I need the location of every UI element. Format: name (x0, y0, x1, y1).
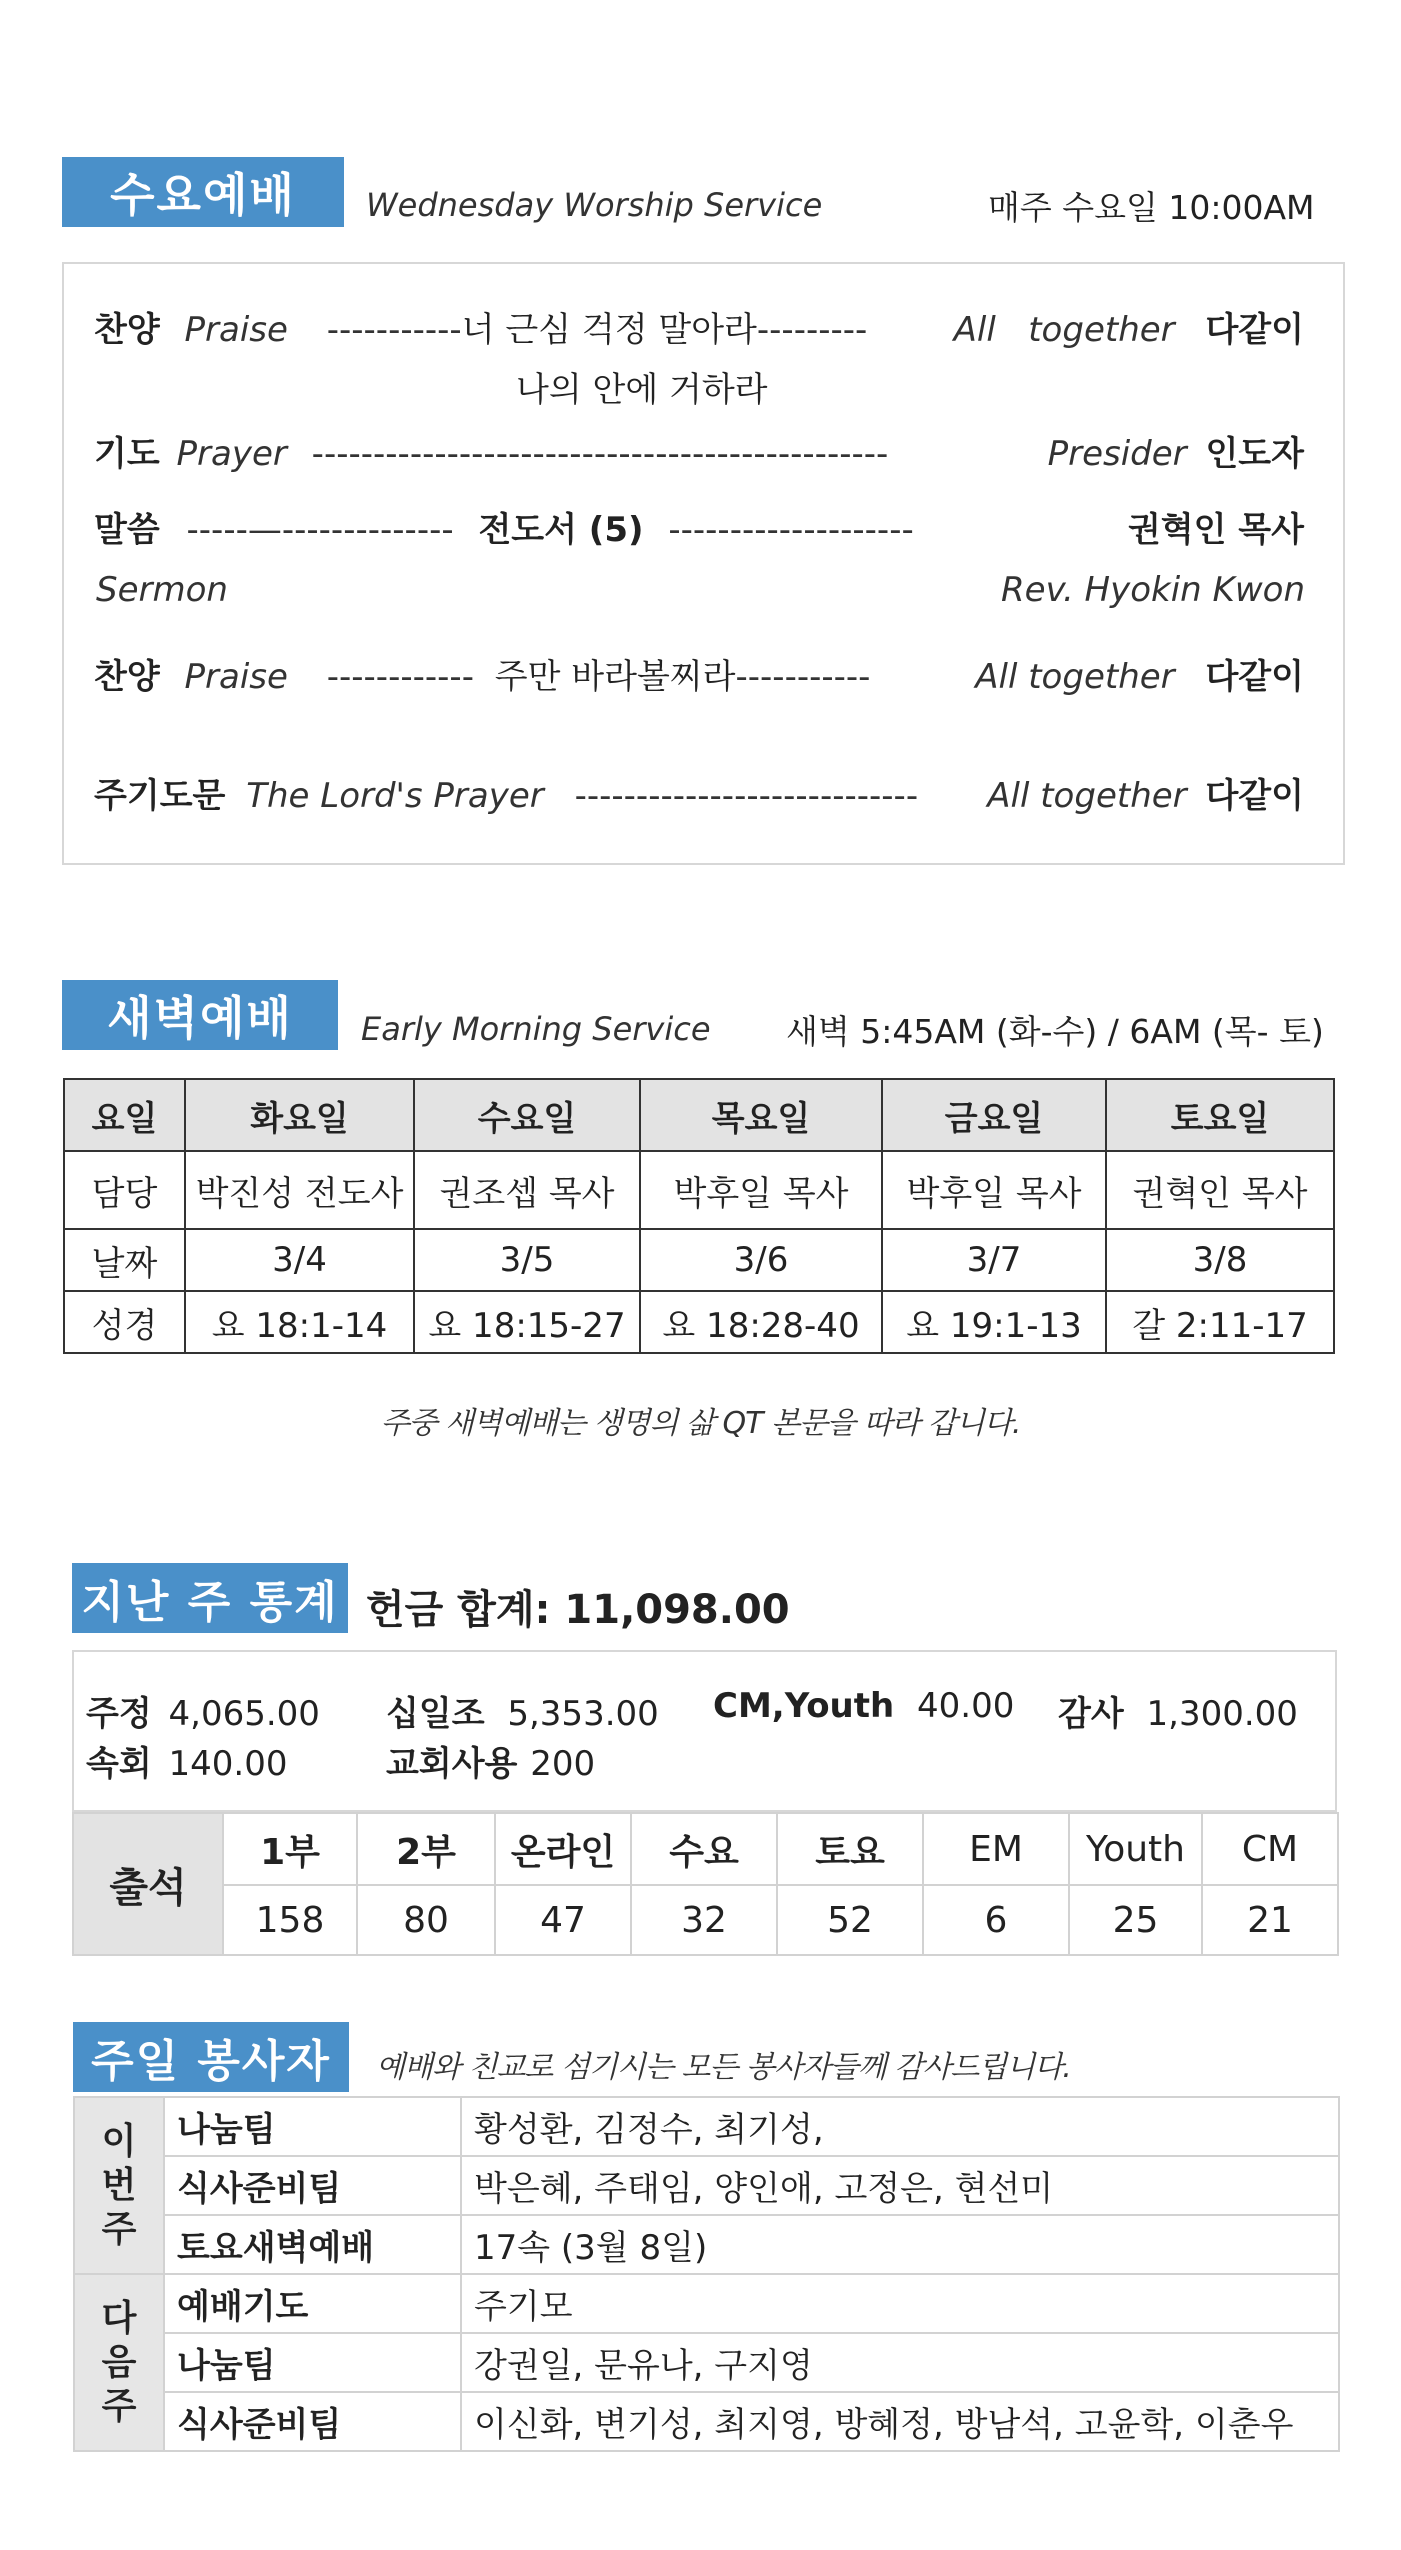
attendance-value: 21 (1202, 1885, 1338, 1955)
early-schedule-table (63, 1078, 1335, 1354)
attendance-header-cell: 수요 (631, 1813, 777, 1885)
attendance-header-cell: 1부 (223, 1813, 357, 1885)
wednesday-schedule: 매주 수요일 10:00AM (988, 188, 1315, 227)
performer-en: All together (975, 657, 1175, 697)
volunteer-names: 황성환, 김정수, 최기성, (461, 2097, 1339, 2156)
early-subtitle: Early Morning Service (361, 1010, 711, 1048)
volunteer-row (74, 2333, 1339, 2392)
order-label-en: Praise (184, 657, 288, 697)
offering-jujeong (86, 1686, 320, 1735)
attendance-header-row (73, 1813, 1338, 1885)
attendance-value: 158 (223, 1885, 357, 1955)
table-cell: 3/4 (185, 1229, 414, 1291)
table-cell: 박진성 전도사 (185, 1151, 414, 1229)
offering-sokhoe (86, 1736, 287, 1785)
offering-total: 헌금 합계: 11,098.00 (366, 1587, 790, 1633)
attendance-table (72, 1812, 1339, 1956)
dash-leader: ----------- (735, 657, 871, 697)
preacher: 권혁인 목사 (1127, 510, 1304, 550)
sermon-en: Sermon (96, 570, 228, 610)
volunteer-role: 토요새벽예배 (164, 2215, 461, 2274)
attendance-header-cell: Youth (1069, 1813, 1202, 1885)
volunteer-row (74, 2097, 1339, 2156)
attendance-label: 출석 (73, 1813, 223, 1955)
dash-leader: -----—-------------- (186, 510, 454, 550)
attendance-header-cell: CM (1202, 1813, 1338, 1885)
dash-leader: ----------------------------------------------- (311, 434, 889, 474)
volunteer-names: 이신화, 변기성, 최지영, 방혜정, 방남석, 고윤학, 이춘우 (461, 2392, 1339, 2451)
attendance-value: 6 (923, 1885, 1069, 1955)
offering-value: 140.00 (168, 1744, 288, 1784)
dash-leader: ----------- (326, 310, 462, 350)
offering-church-use (386, 1736, 595, 1785)
group-label: 이 번 주 (101, 2120, 137, 2250)
table-cell: 3/6 (640, 1229, 882, 1291)
volunteers-table (73, 2096, 1340, 2452)
volunteers-section-tag: 주일 봉사자 (73, 2022, 349, 2092)
group-next-week (74, 2274, 164, 2451)
scripture-title: 전도서 (5) (478, 510, 644, 550)
table-header-cell: 금요일 (882, 1079, 1106, 1151)
order-row-praise-1 (94, 308, 1304, 352)
offering-label: 십일조 (386, 1694, 485, 1734)
attendance-header-cell: 토요 (777, 1813, 923, 1885)
performer: 인도자 (1205, 434, 1304, 474)
early-section-tag: 새벽예배 (62, 980, 338, 1050)
volunteer-names: 주기모 (461, 2274, 1339, 2333)
table-cell: 3/7 (882, 1229, 1106, 1291)
table-cell: 요 18:1-14 (185, 1291, 414, 1353)
volunteer-names: 박은혜, 주태임, 양인애, 고정은, 현선미 (461, 2156, 1339, 2215)
volunteer-role: 나눔팀 (164, 2333, 461, 2392)
order-row-lords-prayer (94, 774, 1304, 818)
group-this-week (74, 2097, 164, 2274)
table-cell: 요 18:28-40 (640, 1291, 882, 1353)
hymn-title-line-2: 나의 안에 거하라 (516, 370, 768, 410)
offering-label: 주정 (86, 1694, 152, 1734)
volunteer-row (74, 2392, 1339, 2451)
performer: 다같이 (1205, 310, 1304, 350)
attendance-value: 52 (777, 1885, 923, 1955)
table-cell: 요 18:15-27 (414, 1291, 640, 1353)
early-note: 주중 새벽예배는 생명의 삶 QT 본문을 따라 갑니다. (380, 1406, 1021, 1441)
attendance-header-cell: EM (923, 1813, 1069, 1885)
wednesday-subtitle: Wednesday Worship Service (366, 186, 823, 224)
table-cell: 박후일 목사 (640, 1151, 882, 1229)
table-cell: 3/5 (414, 1229, 640, 1291)
stats-section-tag: 지난 주 통계 (72, 1563, 348, 1633)
offering-label: 교회사용 (386, 1744, 518, 1784)
performer: 다같이 (1205, 776, 1304, 816)
order-label: 찬양 (94, 310, 160, 350)
table-row (64, 1291, 1334, 1353)
wednesday-section-tag: 수요예배 (62, 157, 344, 227)
dash-leader: --------- (756, 310, 868, 350)
offering-label: CM,Youth (713, 1686, 895, 1726)
offering-cm-youth (713, 1686, 1014, 1726)
offering-value: 40.00 (917, 1686, 1015, 1726)
volunteer-role: 예배기도 (164, 2274, 461, 2333)
table-header-cell: 토요일 (1106, 1079, 1334, 1151)
dash-leader: ---------------------------- (574, 776, 919, 816)
table-cell: 권조셉 목사 (414, 1151, 640, 1229)
table-cell: 3/8 (1106, 1229, 1334, 1291)
volunteer-role: 나눔팀 (164, 2097, 461, 2156)
offering-sipiljo (386, 1686, 659, 1735)
performer-en: All together (987, 776, 1187, 816)
order-label: 말씀 (94, 510, 160, 550)
row-label-cell: 담당 (64, 1151, 185, 1229)
table-header-cell: 화요일 (185, 1079, 414, 1151)
order-label-en: Prayer (176, 434, 287, 474)
preacher-en: Rev. Hyokin Kwon (1001, 570, 1305, 610)
attendance-value: 47 (495, 1885, 631, 1955)
hymn-title: 주만 바라볼찌라 (494, 657, 736, 697)
volunteers-note: 예배와 친교로 섬기시는 모든 봉사자들께 감사드립니다. (376, 2050, 1071, 2085)
volunteer-names: 강권일, 문유나, 구지영 (461, 2333, 1339, 2392)
order-label-en: Praise (184, 310, 288, 350)
order-label-en: The Lord's Prayer (246, 776, 544, 816)
order-label: 주기도문 (94, 776, 226, 816)
table-header-cell: 목요일 (640, 1079, 882, 1151)
table-header-row (64, 1079, 1334, 1151)
row-label-cell: 성경 (64, 1291, 185, 1353)
attendance-header-cell: 2부 (357, 1813, 495, 1885)
table-cell: 권혁인 목사 (1106, 1151, 1334, 1229)
dash-leader: -------------------- (668, 510, 914, 550)
performer-en: Presider (1047, 434, 1187, 474)
table-header-cell: 수요일 (414, 1079, 640, 1151)
offering-label: 감사 (1058, 1694, 1124, 1734)
offering-value: 4,065.00 (168, 1694, 320, 1734)
table-cell: 갈 2:11-17 (1106, 1291, 1334, 1353)
volunteer-role: 식사준비팀 (164, 2156, 461, 2215)
volunteer-row (74, 2156, 1339, 2215)
volunteer-names: 17속 (3월 8일) (461, 2215, 1339, 2274)
attendance-value: 25 (1069, 1885, 1202, 1955)
performer: 다같이 (1205, 657, 1304, 697)
order-row-prayer (94, 432, 1304, 476)
offering-value: 1,300.00 (1146, 1694, 1298, 1734)
row-label-cell: 날짜 (64, 1229, 185, 1291)
volunteer-row (74, 2274, 1339, 2333)
dash-leader: ------------ (326, 657, 474, 697)
volunteer-row (74, 2215, 1339, 2274)
offering-gamsa (1058, 1686, 1298, 1735)
group-label: 다 음 주 (101, 2297, 137, 2427)
order-label: 찬양 (94, 657, 160, 697)
hymn-title: 너 근심 걱정 말아라 (461, 310, 757, 350)
table-header-cell: 요일 (64, 1079, 185, 1151)
attendance-header-cell: 온라인 (495, 1813, 631, 1885)
order-label: 기도 (94, 434, 160, 474)
offering-value: 5,353.00 (507, 1694, 659, 1734)
table-cell: 요 19:1-13 (882, 1291, 1106, 1353)
early-schedule: 새벽 5:45AM (화-수) / 6AM (목- 토) (786, 1012, 1324, 1051)
order-row-sermon (94, 508, 1304, 552)
order-row-praise-2 (94, 655, 1304, 699)
attendance-value-row (73, 1885, 1338, 1955)
table-row (64, 1229, 1334, 1291)
volunteer-role: 식사준비팀 (164, 2392, 461, 2451)
table-cell: 박후일 목사 (882, 1151, 1106, 1229)
attendance-value: 80 (357, 1885, 495, 1955)
attendance-value: 32 (631, 1885, 777, 1955)
offering-value: 200 (530, 1744, 596, 1784)
offering-label: 속회 (86, 1744, 152, 1784)
performer-en: All together (953, 310, 1175, 350)
table-row (64, 1151, 1334, 1229)
